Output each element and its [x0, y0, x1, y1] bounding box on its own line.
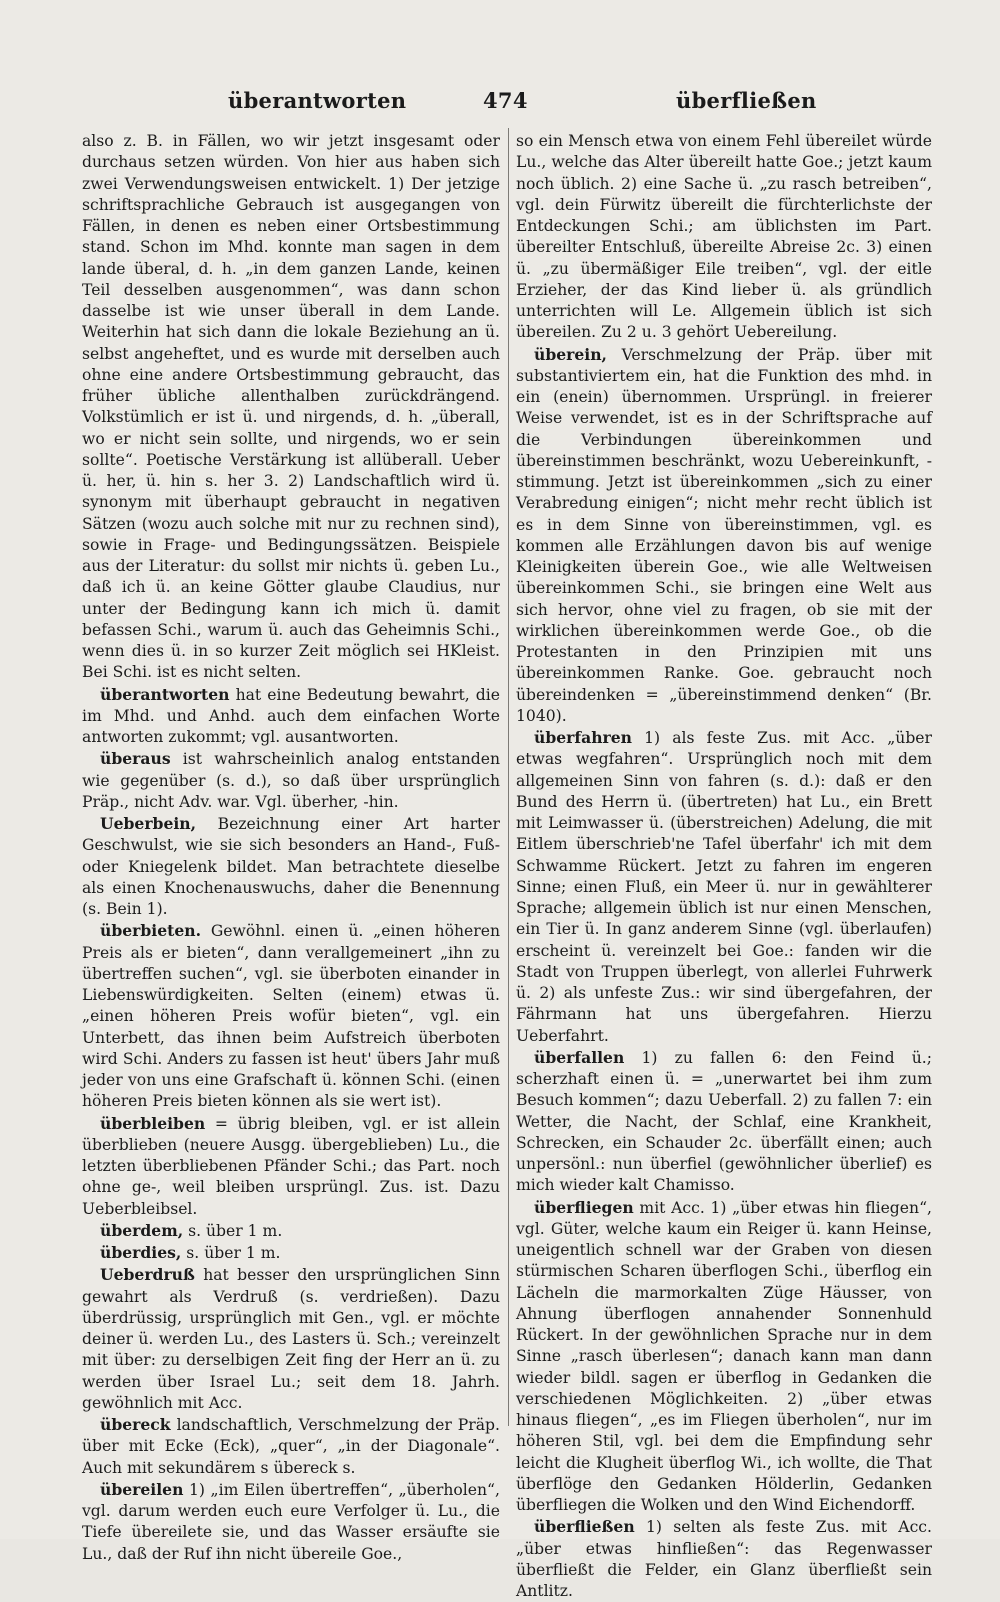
entry-paragraph: überfahren 1) als feste Zus. mit Acc. „über etwas wegfahren“. Ursprünglich noch mit dem allgemeinen Sinn von fahren (s. d.): daß er den Bund des Herrn ü. (übertreten) hat Lu., ein Brett mit Leimwasser ü. (überstreichen) Adelung, die mit Eitlem überschrieb'ne Tafel überfahr' ich mit dem Schwamme Rückert. Jetzt zu fahren im engeren Sinne; einen Fluß, ein Meer ü. nur in gewählterer Sprache; allgemein üblich ist nur einen Menschen, ein Tier ü. In ganz anderem Sinne (vgl. überlaufen) erscheint ü. vereinzelt bei Goe.: fanden wir die Stadt von Truppen überlegt, von allerlei Fuhrwerk ü. 2) als unfeste Zus.: wir sind übergefahren, der Fährmann hat uns übergefahren. Hierzu Ueberfahrt.: [516, 728, 932, 1045]
entry-paragraph: übereilen 1) „im Eilen übertreffen“, „überholen“, vgl. darum werden euch eure Verfolger ü. Lu., die Tiefe übereilete sie, und das Wasser ersäufte sie Lu., daß der Ruf ihn nicht übereile Goe.,: [82, 1479, 500, 1563]
entry-paragraph: überdem, s. über 1 m.: [100, 1220, 283, 1240]
entry-paragraph: überein, Verschmelzung der Präp. über mit substantiviertem ein, hat die Funktion des mhd. in ein (enein) übernommen. Ursprüngl. in freierer Weise verwendet, ist es in der Schriftsprache auf die Verbindungen übereinkommen und übereinstimmen beschränkt, wozu Uebereinkunft, -stimmung. Jetzt ist übereinkommen „sich zu einer Verabredung einigen“; nicht mehr recht üblich ist es in dem Sinne von übereinstimmen, vgl. es kommen alle Erzählungen davon bis auf wenige Kleinigkeiten überein Goe., wie alle Weltweisen übereinkommen Schi., sie bringen eine Welt aus sich hervor, ohne viel zu fragen, ob sie mit der wirklichen übereinkommen werde Goe., ob die Protestanten in den Prinzipien mit uns übereinkommen Ranke. Goe. gebraucht noch übereindenken = „übereinstimmend denken“ (Br. 1040).: [516, 344, 932, 725]
entry-headword: überantworten: [100, 684, 230, 704]
page-header: [0, 88, 1000, 118]
entry-headword: überbleiben: [100, 1113, 206, 1133]
entry-paragraph: Ueberbein, Bezeichnung einer Art harter Geschwulst, wie sie sich besonders an Hand-, Fuß- oder Kniegelenk bildet. Man betrachtete dieselbe als einen Knochenauswuchs, daher die Benennung (s. Bein 1).: [82, 814, 500, 918]
entry-headword: überdem,: [100, 1220, 184, 1240]
column-divider: [508, 128, 509, 1426]
entry-paragraph: überfliegen mit Acc. 1) „über etwas hin fliegen“, vgl. Güter, welche kaum ein Reiger ü. kann Heinse, uneigentlich schnell war der Graben von diesen stürmischen Scharen überflogen Schi., überflog ein Lächeln die marmorkalten Züge Häusser, von Ahnung überflogen annahender Sonnenhuld Rückert. In der gewöhnlichen Sprache nur in dem Sinne „rasch überlesen“; danach kann man dann wieder bildl. sagen er überflog in Gedanken die verschiedenen Möglichkeiten. 2) „über etwas hinaus fliegen“, „es im Fliegen überholen“, nur im höheren Stil, vgl. bei dem die Empfindung sehr leicht die Klugheit überflog Wi., ich wollte, die That überflöge den Gedanken Hölderlin, Gedanken überfliegen die Wolken und den Wind Eichendorff.: [516, 1197, 932, 1514]
header-left-keyword: überantworten: [228, 88, 407, 113]
entry-headword: überfliegen: [534, 1197, 634, 1217]
left-column: [82, 130, 500, 1565]
entry-headword: überfahren: [534, 728, 633, 747]
entry-paragraph: so ein Mensch etwa von einem Fehl übereilet würde Lu., welche das Alter übereilt hatte Goe.; jetzt kaum noch üblich. 2) eine Sache ü. „zu rasch betreiben“, vgl. dein Fürwitz übereilt die fürchterlichste der Entdeckungen Schi.; am üblichsten im Part. übereilter Entschluß, übereilte Abreise 2c. 3) einen ü. „zu übermäßiger Eile treiben“, vgl. der eitle Erzieher, der das Kind lieber ü. als gründlich unterrichten will Le. Allgemein üblich ist sich übereilen. Zu 2 u. 3 gehört Uebereilung.: [516, 132, 932, 342]
entry-paragraph: überfallen 1) zu fallen 6: den Feind ü.; scherzhaft einen ü. = „unerwartet bei ihm zum Besuch kommen“; dazu Ueberfall. 2) zu fallen 7: ein Wetter, die Nacht, der Schlaf, eine Krankheit, Schrecken, ein Schauder 2c. überfällt einen; auch unpersönl.: nun überfiel (gewöhnlicher überlief) es mich wieder kalt Chamisso.: [516, 1047, 932, 1195]
entry-headword: überfallen: [534, 1047, 625, 1067]
entry-headword: Ueberdruß: [100, 1265, 195, 1285]
entry-paragraph: überbleiben = übrig bleiben, vgl. er ist allein überblieben (neuere Ausgg. übergeblieben) Lu., die letzten überbliebenen Pfänder Schi.; das Part. noch ohne ge-, weil bleiben ursprüngl. Zus. ist. Dazu Ueberbleibsel.: [82, 1113, 500, 1218]
right-column: [516, 130, 932, 1602]
entry-headword: übereck: [100, 1415, 171, 1434]
entry-headword: Ueberbein,: [100, 814, 197, 833]
entry-paragraph: also z. B. in Fällen, wo wir jetzt insgesamt oder durchaus setzen würden. Von hier aus haben sich zwei Verwendungsweisen entwickelt. 1) Der jetzige schriftsprachliche Gebrauch ist ausgegangen von Fällen, in denen es neben einer Ortsbestimmung stand. Schon im Mhd. konnte man sagen in dem lande überal, d. h. „in dem ganzen Lande, keinen Teil desselben ausgenommen“, was dann schon dasselbe ist wie unser überall in dem Lande. Weiterhin hat sich dann die lokale Beziehung an ü. selbst angeheftet, und es wurde mit derselben auch ohne eine andere Ortsbestimmung gebraucht, das früher übliche allenthalben zurückdrängend. Volkstümlich er ist ü. und nirgends, d. h. „überall, wo er nicht sein sollte, und nirgends, wo er sein sollte“. Poetische Verstärkung ist allüberall. Ueber ü. her, ü. hin s. her 3. 2) Landschaftlich wird ü. synonym mit überhaupt gebraucht in negativen Sätzen (wozu auch solche mit nur zu rechnen sind), sowie in Frage- und Bedingungssätzen. Beispiele aus der Literatur: du sollst mir nichts ü. geben Lu., daß ich ü. an keine Götter glaube Claudius, nur unter der Bedingung kann ich mich ü. damit befassen Schi., warum ü. auch das Geheimnis Schi., wenn dies ü. in so kurzer Zeit möglich sei HKleist. Bei Schi. ist es nicht selten.: [82, 132, 500, 682]
entry-paragraph: überdies, s. über 1 m.: [100, 1243, 281, 1262]
header-right-keyword: überfließen: [676, 88, 817, 113]
entry-paragraph: überantworten hat eine Bedeutung bewahrt, die im Mhd. und Anhd. auch dem einfachen Worte antworten zukommt; vgl. ausantworten.: [82, 684, 500, 746]
page-number: 474: [483, 88, 528, 113]
entry-headword: überdies,: [100, 1243, 182, 1262]
entry-headword: überein,: [534, 344, 607, 364]
entry-paragraph: überbieten. Gewöhnl. einen ü. „einen höheren Preis als er bieten“, dann verallgemeinert „ihn zu übertreffen suchen“, vgl. sie überboten einander in Liebenswürdigkeiten. Selten (einem) etwas ü. „einen höheren Preis wofür bieten“, vgl. ein Unterbett, das ihnen beim Aufstreich überboten wird Schi. Anders zu fassen ist heut' übers Jahr muß jeder von uns eine Grafschaft ü. können Schi. (einen höheren Preis bieten können als sie wert ist).: [82, 921, 500, 1111]
entry-headword: übereilen: [100, 1479, 184, 1499]
entry-headword: überfließen: [534, 1517, 635, 1537]
entry-paragraph: überfließen 1) selten als feste Zus. mit Acc. „über etwas hinfließen“: das Regenwasser überfließt die Felder, ein Glanz überfließt sein Antlitz.: [516, 1517, 932, 1600]
entry-paragraph: übereck landschaftlich, Verschmelzung der Präp. über mit Ecke (Eck), „quer“, „in der Diagonale“. Auch mit sekundärem s übereck s.: [82, 1415, 500, 1477]
entry-paragraph: überaus ist wahrscheinlich analog entstanden wie gegenüber (s. d.), so daß über ursprünglich Präp., nicht Adv. war. Vgl. überher, -hin.: [82, 749, 500, 811]
entry-paragraph: Ueberdruß hat besser den ursprünglichen Sinn gewahrt als Verdruß (s. verdrießen). Dazu überdrüssig, ursprünglich mit Gen., vgl. er möchte deiner ü. werden Lu., des Lasters ü. Sch.; vereinzelt mit über: zu derselbigen Zeit fing der Herr an ü. zu werden über Israel Lu.; seit dem 18. Jahrh. gewöhnlich mit Acc.: [82, 1265, 500, 1412]
entry-headword: überaus: [100, 749, 171, 769]
entry-headword: überbieten.: [100, 921, 202, 941]
